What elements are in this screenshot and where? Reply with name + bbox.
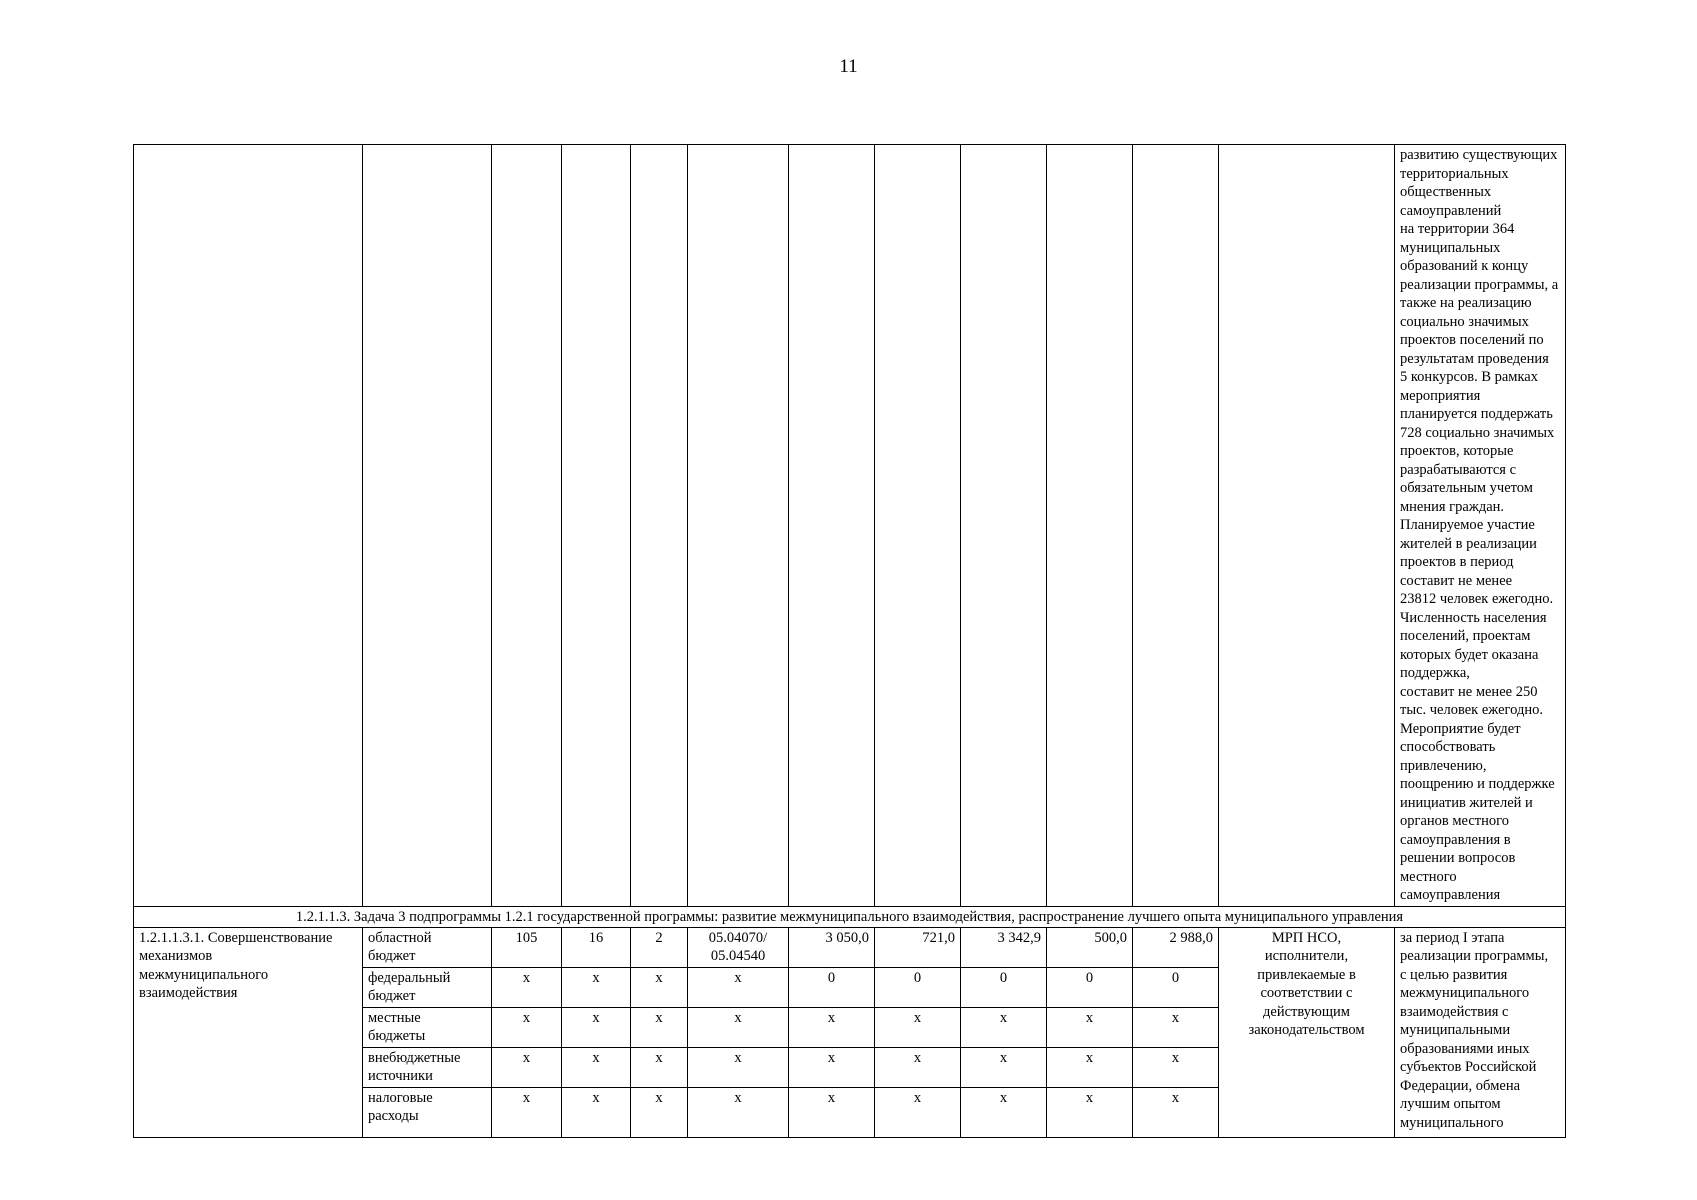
- cont-cell-v5: [1133, 145, 1219, 907]
- amount-cell: x: [961, 1007, 1047, 1047]
- continuation-row: [134, 145, 1566, 907]
- code-cell: x: [631, 1007, 688, 1047]
- amount-cell: 0: [1133, 967, 1219, 1007]
- code-cell: x: [688, 1087, 789, 1137]
- amount-cell: 3 342,9: [961, 927, 1047, 967]
- code-cell: x: [562, 1047, 631, 1087]
- amount-cell: x: [789, 1047, 875, 1087]
- amount-cell: x: [1047, 1007, 1133, 1047]
- cont-cell-name: [134, 145, 363, 907]
- cont-cell-c3: [631, 145, 688, 907]
- funding-source: областной бюджет: [363, 927, 492, 967]
- code-cell: 2: [631, 927, 688, 967]
- amount-cell: x: [961, 1047, 1047, 1087]
- amount-cell: 0: [875, 967, 961, 1007]
- code-cell: x: [688, 1007, 789, 1047]
- amount-cell: 0: [789, 967, 875, 1007]
- funding-source: местные бюджеты: [363, 1007, 492, 1047]
- amount-cell: 2 988,0: [1133, 927, 1219, 967]
- code-cell: 05.04070/ 05.04540: [688, 927, 789, 967]
- funding-source: налоговые расходы: [363, 1087, 492, 1137]
- funding-source: федеральный бюджет: [363, 967, 492, 1007]
- code-cell: 16: [562, 927, 631, 967]
- amount-cell: x: [1133, 1007, 1219, 1047]
- funding-source: внебюджетные источники: [363, 1047, 492, 1087]
- amount-cell: 500,0: [1047, 927, 1133, 967]
- amount-cell: x: [789, 1007, 875, 1047]
- amount-cell: x: [1047, 1047, 1133, 1087]
- amount-cell: 0: [961, 967, 1047, 1007]
- amount-cell: x: [961, 1087, 1047, 1137]
- page-number: 11: [839, 56, 858, 77]
- code-cell: x: [492, 1007, 562, 1047]
- amount-cell: x: [875, 1087, 961, 1137]
- code-cell: x: [492, 1087, 562, 1137]
- continuation-result-text: развитию существующих территориальных общественных самоуправлений на территории 364 муниципальных образований к концу реализации программы, а также на реализацию социально значимых проектов поселений по результатам проведения 5 конкурсов. В рамках мероприятия планируется поддержать 728 социально значимых проектов, которые разрабатываются с обязательным учетом мнения граждан. Планируемое участие жителей в реализации проектов в период составит не менее 23812 человек ежегодно. Численность населения поселений, проектам которых будет оказана поддержка, составит не менее 250 тыс. человек ежегодно. Мероприятие будет способствовать привлечению, поощрению и поддержке инициатив жителей и органов местного самоуправления в решении вопросов местного самоуправления: [1395, 145, 1566, 907]
- code-cell: x: [492, 967, 562, 1007]
- cont-cell-source: [363, 145, 492, 907]
- measure-executors: МРП НСО, исполнители, привлекаемые в соответствии с действующим законодательством: [1219, 927, 1395, 1137]
- cont-cell-v3: [961, 145, 1047, 907]
- cont-cell-c4: [688, 145, 789, 907]
- measure-result-text: за период I этапа реализации программы, с целью развития межмуниципального взаимодействия с муниципальными образованиями иных субъектов Российской Федерации, обмена лучшим опытом муниципального: [1395, 927, 1566, 1137]
- code-cell: 105: [492, 927, 562, 967]
- cont-cell-c2: [562, 145, 631, 907]
- code-cell: x: [631, 1087, 688, 1137]
- cont-cell-v2: [875, 145, 961, 907]
- code-cell: x: [492, 1047, 562, 1087]
- amount-cell: x: [1133, 1047, 1219, 1087]
- code-cell: x: [631, 1047, 688, 1087]
- measure-name: 1.2.1.1.3.1. Совершенствование механизмов межмуниципального взаимодействия: [134, 927, 363, 1137]
- measure-row-1: [134, 927, 1566, 967]
- amount-cell: x: [1047, 1087, 1133, 1137]
- task-heading-row: [134, 906, 1566, 927]
- amount-cell: x: [1133, 1087, 1219, 1137]
- program-table: [133, 144, 1566, 1138]
- code-cell: x: [631, 967, 688, 1007]
- code-cell: x: [562, 1087, 631, 1137]
- code-cell: x: [688, 1047, 789, 1087]
- cont-cell-v4: [1047, 145, 1133, 907]
- amount-cell: 3 050,0: [789, 927, 875, 967]
- code-cell: x: [562, 1007, 631, 1047]
- cont-cell-c1: [492, 145, 562, 907]
- code-cell: x: [562, 967, 631, 1007]
- amount-cell: 721,0: [875, 927, 961, 967]
- amount-cell: x: [789, 1087, 875, 1137]
- cont-cell-v1: [789, 145, 875, 907]
- task-heading: 1.2.1.1.3. Задача 3 подпрограммы 1.2.1 государственной программы: развитие межмуниципального взаимодействия, распространение лучшего опыта муниципального управления: [134, 906, 1566, 927]
- cont-cell-executors: [1219, 145, 1395, 907]
- amount-cell: x: [875, 1047, 961, 1087]
- amount-cell: 0: [1047, 967, 1133, 1007]
- code-cell: x: [688, 967, 789, 1007]
- amount-cell: x: [875, 1007, 961, 1047]
